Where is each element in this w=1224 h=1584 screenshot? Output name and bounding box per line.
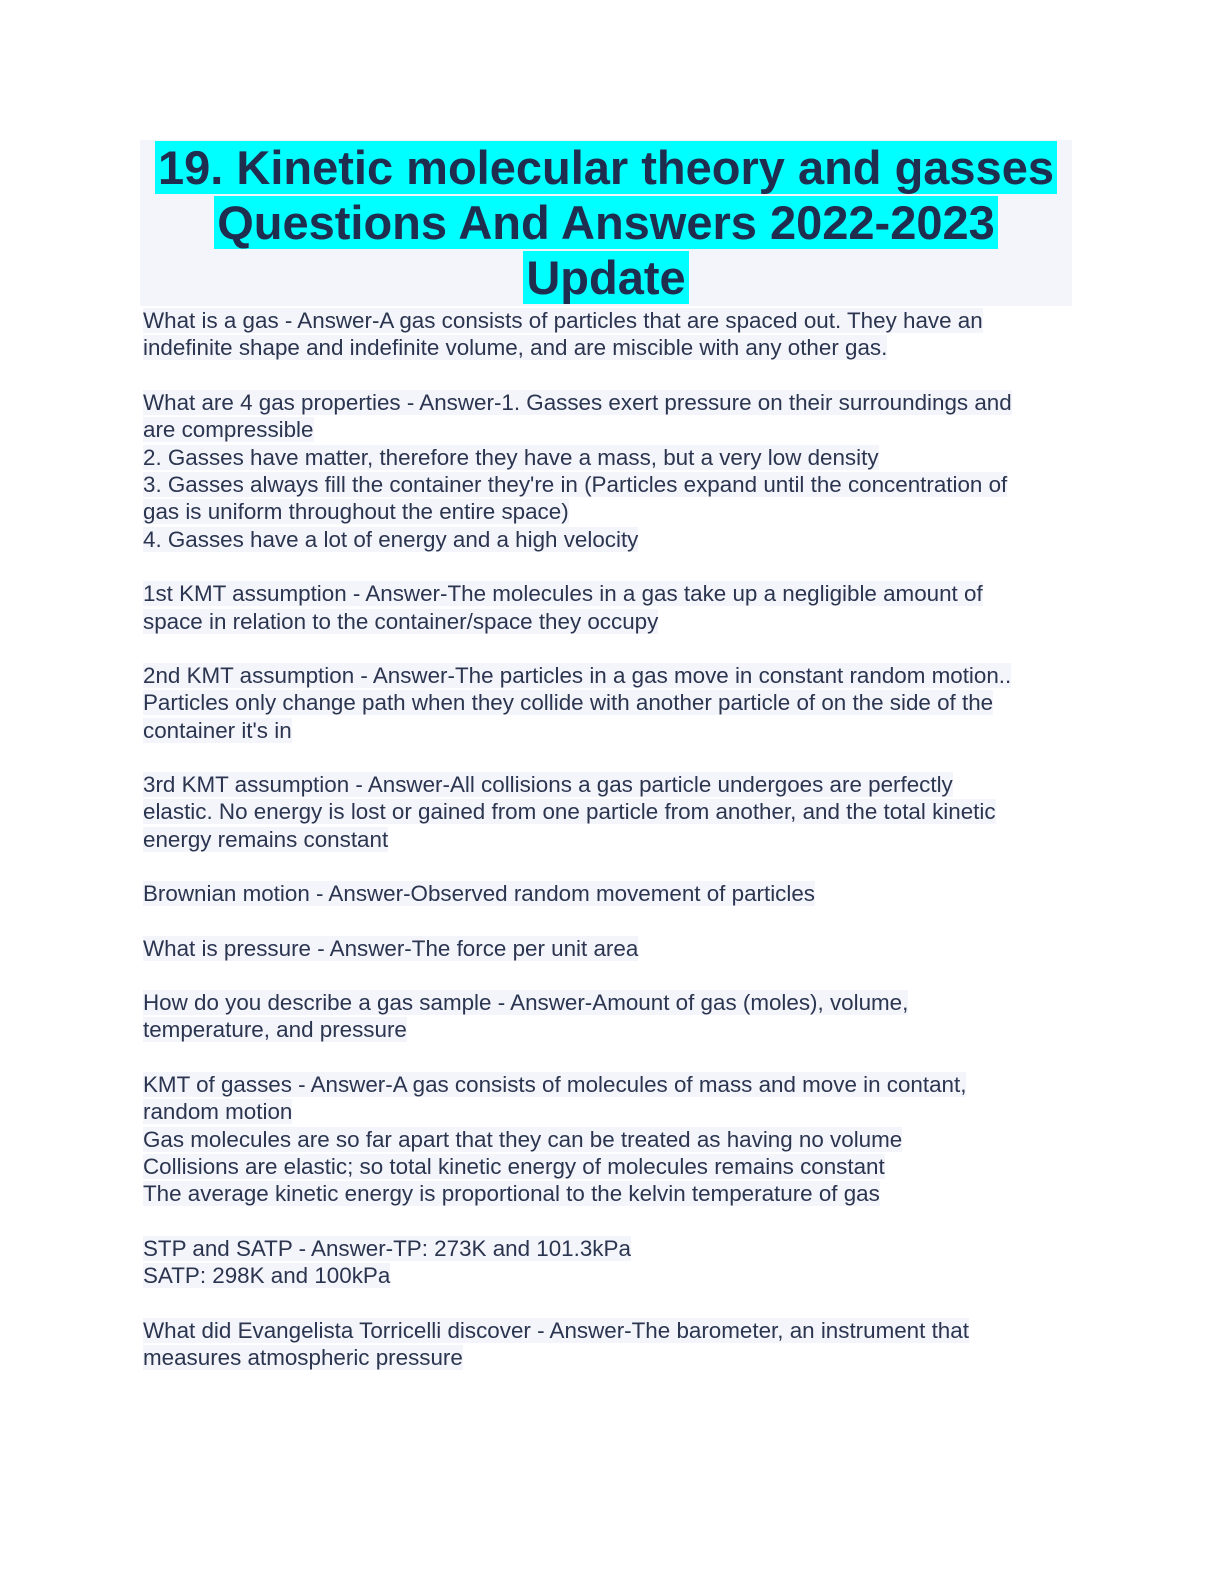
text-line-content: energy remains constant bbox=[143, 826, 389, 852]
text-line bbox=[143, 989, 1083, 1016]
text-line bbox=[143, 389, 1083, 416]
text-line bbox=[143, 307, 1083, 334]
text-line-content: Brownian motion - Answer-Observed random movement of particles bbox=[143, 881, 816, 907]
qa-entry bbox=[143, 1235, 1083, 1290]
text-line-content: What is pressure - Answer-The force per unit area bbox=[143, 935, 639, 961]
text-line bbox=[143, 662, 1083, 689]
text-line-content: 3rd KMT assumption - Answer-All collisions a gas particle undergoes are perfectly bbox=[143, 772, 953, 798]
text-line-content: are compressible bbox=[143, 417, 314, 443]
text-line-content: random motion bbox=[143, 1099, 293, 1125]
text-line bbox=[143, 526, 1083, 553]
qa-entry bbox=[143, 1071, 1083, 1208]
text-line-content: space in relation to the container/space they occupy bbox=[143, 608, 659, 634]
title-line-text: Questions And Answers 2022-2023 bbox=[214, 196, 998, 249]
text-line bbox=[143, 798, 1083, 825]
title-line bbox=[140, 250, 1072, 305]
qa-entry bbox=[143, 989, 1083, 1044]
text-line-content: gas is uniform throughout the entire space) bbox=[143, 499, 569, 525]
text-line bbox=[143, 771, 1083, 798]
text-line bbox=[143, 498, 1083, 525]
text-line-content: Gas molecules are so far apart that they can be treated as having no volume bbox=[143, 1126, 903, 1152]
text-line bbox=[143, 471, 1083, 498]
text-line bbox=[143, 1262, 1083, 1289]
text-line-content: 4. Gasses have a lot of energy and a high velocity bbox=[143, 526, 639, 552]
document-title bbox=[140, 140, 1072, 306]
text-line-content: 2nd KMT assumption - Answer-The particles in a gas move in constant random motion.. bbox=[143, 662, 1012, 688]
text-line bbox=[143, 1098, 1083, 1125]
text-line bbox=[143, 1344, 1083, 1371]
text-line-content: measures atmospheric pressure bbox=[143, 1344, 463, 1370]
text-line bbox=[143, 935, 1083, 962]
title-line bbox=[140, 140, 1072, 195]
text-line-content: Particles only change path when they collide with another particle of on the side of the bbox=[143, 690, 994, 716]
text-line bbox=[143, 444, 1083, 471]
text-line-content: KMT of gasses - Answer-A gas consists of molecules of mass and move in contant, bbox=[143, 1071, 967, 1097]
text-line bbox=[143, 689, 1083, 716]
qa-entry bbox=[143, 580, 1083, 635]
text-line-content: SATP: 298K and 100kPa bbox=[143, 1263, 391, 1289]
text-line bbox=[143, 1235, 1083, 1262]
text-line-content: How do you describe a gas sample - Answer-Amount of gas (moles), volume, bbox=[143, 990, 909, 1016]
text-line-content: STP and SATP - Answer-TP: 273K and 101.3kPa bbox=[143, 1235, 631, 1261]
text-line-content: indefinite shape and indefinite volume, and are miscible with any other gas. bbox=[143, 335, 888, 361]
text-line bbox=[143, 1180, 1083, 1207]
text-line bbox=[143, 1153, 1083, 1180]
qa-entry bbox=[143, 1317, 1083, 1372]
text-line-content: What did Evangelista Torricelli discover - Answer-The barometer, an instrument that bbox=[143, 1317, 969, 1343]
text-line-content: 1st KMT assumption - Answer-The molecules in a gas take up a negligible amount of bbox=[143, 581, 983, 607]
qa-entry bbox=[143, 880, 1083, 907]
qa-entry bbox=[143, 935, 1083, 962]
qa-entry bbox=[143, 662, 1083, 744]
text-line-content: 2. Gasses have matter, therefore they have a mass, but a very low density bbox=[143, 444, 879, 470]
text-line bbox=[143, 1071, 1083, 1098]
text-line bbox=[143, 1317, 1083, 1344]
title-line-text: Update bbox=[523, 251, 688, 304]
text-line-content: container it's in bbox=[143, 717, 292, 743]
text-line bbox=[143, 416, 1083, 443]
text-line bbox=[143, 608, 1083, 635]
text-line bbox=[143, 717, 1083, 744]
text-line bbox=[143, 1016, 1083, 1043]
qa-entry bbox=[143, 389, 1083, 553]
text-line bbox=[143, 334, 1083, 361]
text-line bbox=[143, 880, 1083, 907]
text-line-content: What are 4 gas properties - Answer-1. Gasses exert pressure on their surroundings and bbox=[143, 389, 1012, 415]
title-line-text: 19. Kinetic molecular theory and gasses bbox=[155, 141, 1057, 194]
text-line-content: Collisions are elastic; so total kinetic energy of molecules remains constant bbox=[143, 1153, 885, 1179]
text-line bbox=[143, 580, 1083, 607]
text-line bbox=[143, 1126, 1083, 1153]
text-line bbox=[143, 826, 1083, 853]
qa-entry bbox=[143, 771, 1083, 853]
title-line bbox=[140, 195, 1072, 250]
text-line-content: elastic. No energy is lost or gained from one particle from another, and the total kinetic bbox=[143, 799, 996, 825]
text-line-content: 3. Gasses always fill the container they're in (Particles expand until the concentration of bbox=[143, 471, 1008, 497]
text-line-content: The average kinetic energy is proportional to the kelvin temperature of gas bbox=[143, 1181, 880, 1207]
qa-list bbox=[143, 307, 1083, 1398]
text-line-content: temperature, and pressure bbox=[143, 1017, 407, 1043]
qa-entry bbox=[143, 307, 1083, 362]
text-line-content: What is a gas - Answer-A gas consists of particles that are spaced out. They have an bbox=[143, 308, 983, 333]
